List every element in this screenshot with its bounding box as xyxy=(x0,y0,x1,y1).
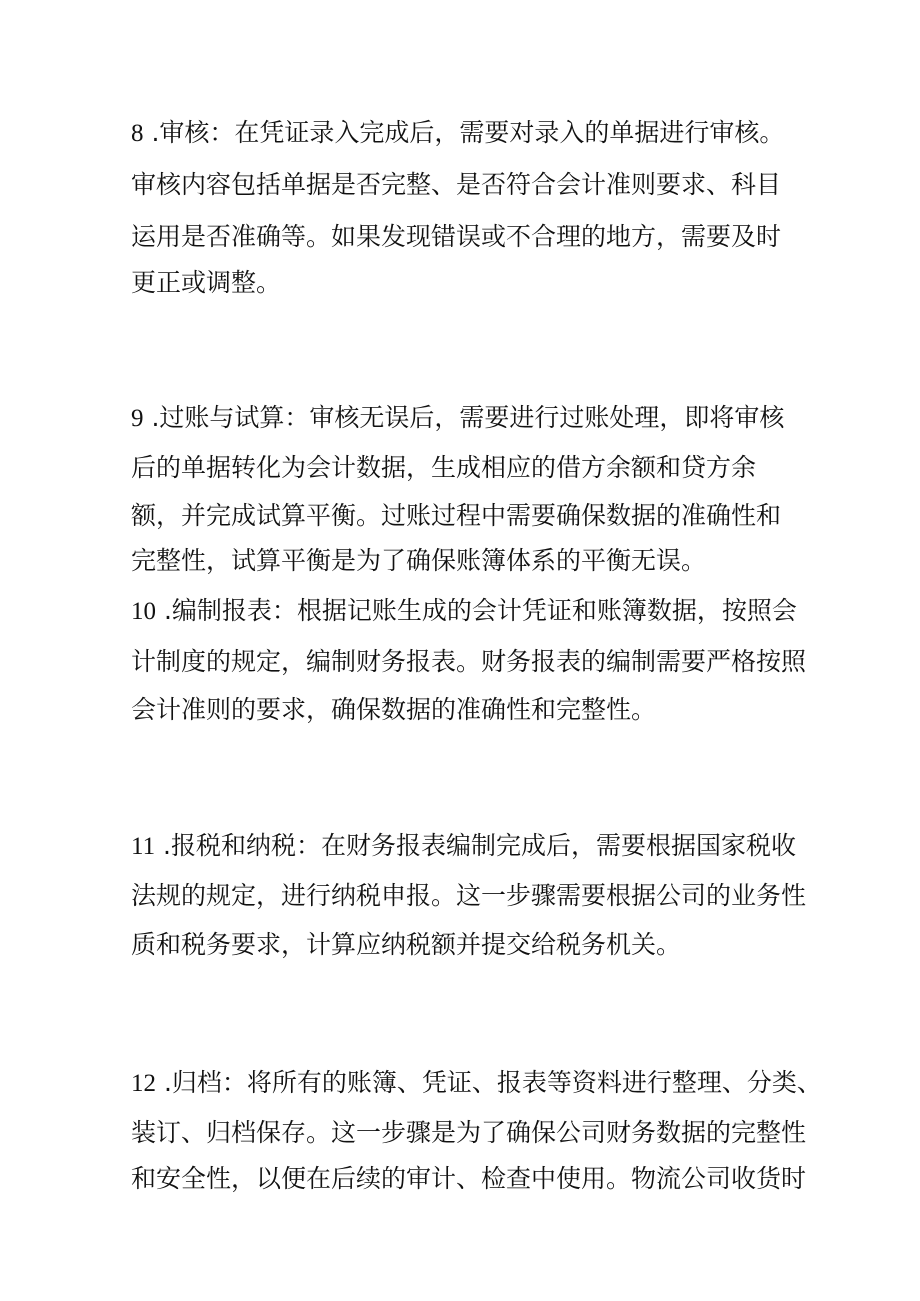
section-11-heading-text: .报税和纳税：在财务报表编制完成后，需要根据国家税收 xyxy=(155,831,796,860)
section-8-number: 8 xyxy=(131,120,144,147)
section-11-number: 11 xyxy=(131,833,156,860)
section-10-heading-text: .编制报表：根据记账生成的会计凭证和账簿数据，按照会 xyxy=(156,596,797,625)
section-9-heading-text: .过账与试算：审核无误后，需要进行过账处理，即将审核 xyxy=(143,403,785,432)
section-8-line-2: 审核内容包括单据是否完整、是否符合会计准则要求、科目 xyxy=(131,170,782,199)
section-12-number: 12 xyxy=(131,1070,156,1097)
section-9-line-1 xyxy=(131,402,784,435)
section-10-number: 10 xyxy=(131,598,156,625)
section-12-line-2: 装订、归档保存。这一步骤是为了确保公司财务数据的完整性 xyxy=(131,1118,807,1147)
section-10-line-2: 计制度的规定，编制财务报表。财务报表的编制需要严格按照 xyxy=(131,647,807,676)
section-8-line-3: 运用是否准确等。如果发现错误或不合理的地方，需要及时 xyxy=(131,222,782,251)
section-9-line-4: 完整性，试算平衡是为了确保账簿体系的平衡无误。 xyxy=(131,546,707,575)
section-11-line-2: 法规的规定，进行纳税申报。这一步骤需要根据公司的业务性 xyxy=(131,881,807,910)
section-8-line-4: 更正或调整。 xyxy=(131,268,282,297)
section-8-line-1 xyxy=(131,117,784,150)
section-11-line-3: 质和税务要求，计算应纳税额并提交给税务机关。 xyxy=(131,930,682,959)
section-12-heading-text: .归档：将所有的账簿、凭证、报表等资料进行整理、分类、 xyxy=(156,1068,822,1097)
section-11-line-1 xyxy=(131,830,796,863)
section-9-number: 9 xyxy=(131,405,144,432)
section-12-line-3: 和安全性，以便在后续的审计、检查中使用。物流公司收货时 xyxy=(131,1164,807,1193)
section-10-line-3: 会计准则的要求，确保数据的准确性和完整性。 xyxy=(131,695,657,724)
section-12-line-1 xyxy=(131,1067,822,1100)
section-9-line-3: 额，并完成试算平衡。过账过程中需要确保数据的准确性和 xyxy=(131,501,782,530)
section-9-line-2: 后的单据转化为会计数据，生成相应的借方余额和贷方余 xyxy=(131,453,757,482)
section-10-line-1 xyxy=(131,595,797,628)
section-8-heading-text: .审核：在凭证录入完成后，需要对录入的单据进行审核。 xyxy=(143,118,785,147)
